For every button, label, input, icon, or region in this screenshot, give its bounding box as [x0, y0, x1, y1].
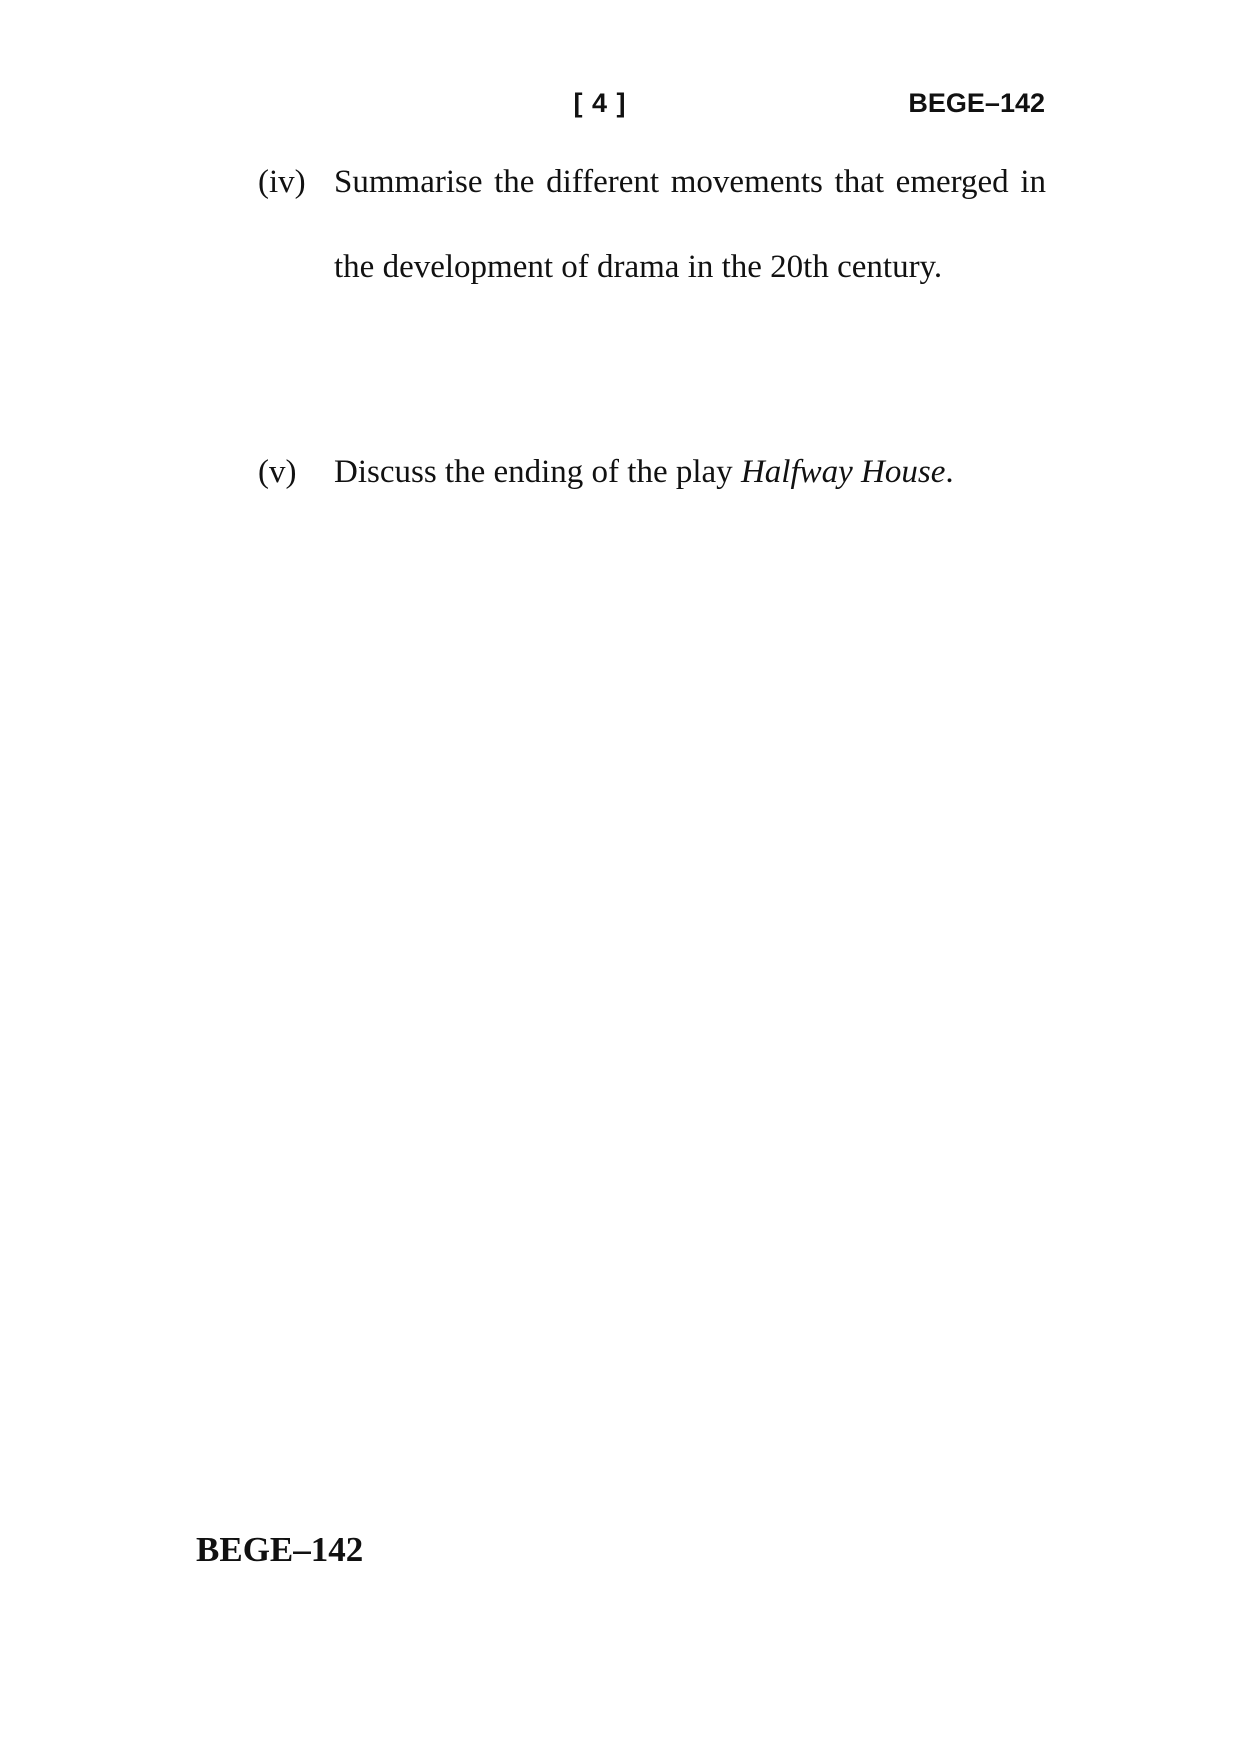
question-iv — [258, 140, 1046, 310]
question-text — [334, 430, 1046, 515]
footer-course-code: BEGE–142 — [196, 1530, 364, 1569]
question-v — [258, 430, 1046, 515]
question-text-end: . — [945, 454, 954, 490]
question-text-lead: Discuss the ending of the play — [334, 454, 741, 490]
header-course-code: BEGE–142 — [908, 88, 1045, 118]
play-title: Halfway House — [740, 454, 946, 490]
question-number: (iv) — [258, 164, 306, 200]
page-number: [ 4 ] — [573, 88, 627, 118]
question-number: (v) — [258, 454, 297, 490]
question-text: Summarise the different movements that emerged in the development of drama in the 20th century. — [334, 164, 1046, 285]
